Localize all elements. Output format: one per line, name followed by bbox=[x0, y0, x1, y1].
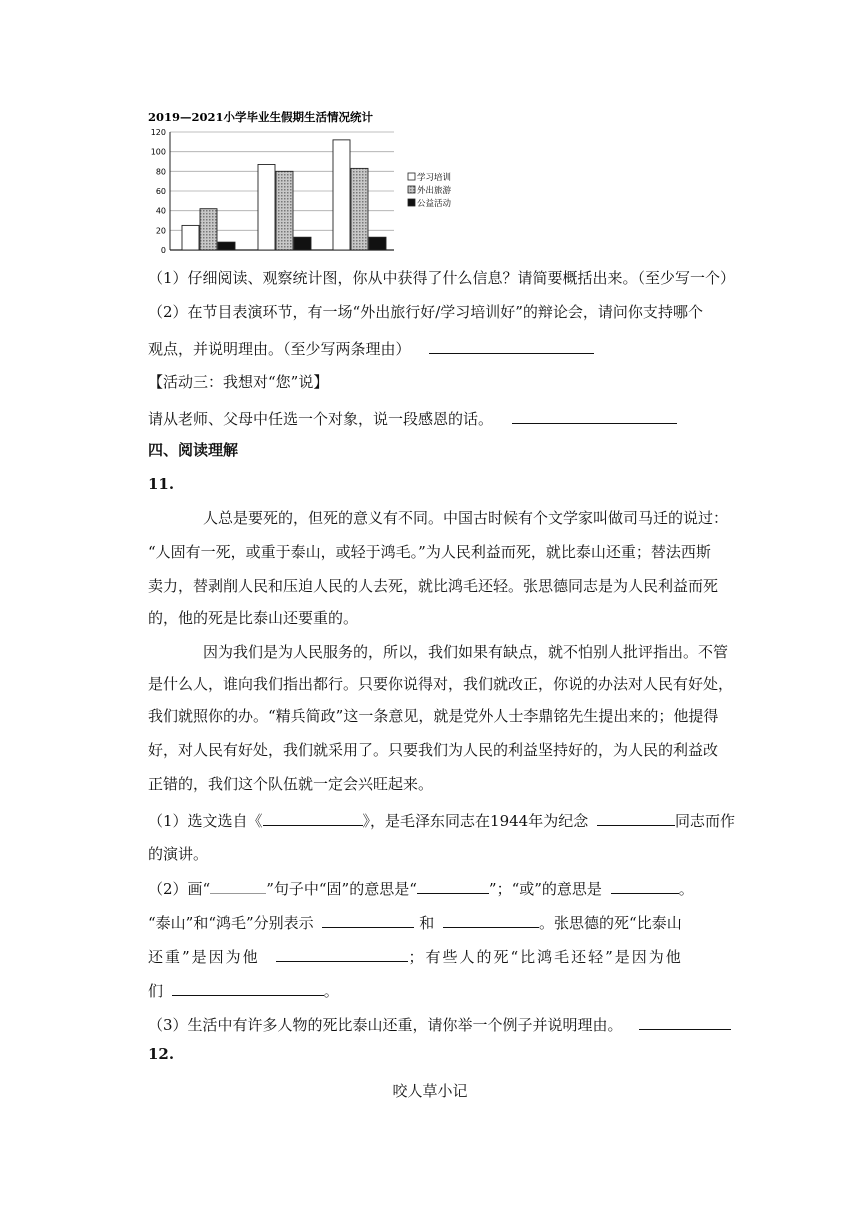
answer-blank[interactable] bbox=[429, 338, 594, 354]
answer-blank[interactable] bbox=[639, 1014, 731, 1030]
chart-y-tick-label: 20 bbox=[155, 226, 166, 236]
q11-text: 们 bbox=[148, 982, 164, 1000]
chart-bar bbox=[258, 164, 275, 250]
q11-text: 和 bbox=[419, 914, 435, 932]
passage-line: 因为我们是为人民服务的，所以，我们如果有缺点，就不怕别人批评指出。不管 bbox=[203, 643, 729, 661]
bar-chart bbox=[146, 108, 466, 258]
chart-legend bbox=[408, 172, 452, 209]
legend-label: 公益活动 bbox=[417, 199, 452, 209]
chart-y-tick-label: 100 bbox=[150, 147, 166, 157]
chart-bar bbox=[369, 237, 386, 250]
q11-text: （2）画“ bbox=[148, 880, 211, 898]
answer-blank[interactable] bbox=[172, 980, 324, 996]
passage-line: 我们就照你的办。“精兵简政”这一条意见，就是党外人士李鼎铭先生提出来的；他提得 bbox=[148, 707, 719, 725]
q12-title: 咬人草小记 bbox=[392, 1082, 468, 1100]
chart-bars bbox=[182, 140, 386, 250]
q11-text: 同志而作 bbox=[675, 812, 736, 830]
q11-text: （3）生活中有许多人物的死比泰山还重，请你举一个例子并说明理由。 bbox=[148, 1016, 623, 1034]
chart-bar bbox=[200, 209, 217, 250]
passage-line: 是什么人，谁向我们指出都行。只要你说得对，我们就改正，你说的办法对人民有好处， bbox=[148, 675, 734, 693]
q10-sub2-line2 bbox=[148, 338, 594, 359]
q11-sub3 bbox=[148, 1014, 731, 1035]
q11-text: ；有些人的死“比鸿毛还轻”是因为他 bbox=[408, 948, 683, 966]
legend-label: 外出旅游 bbox=[417, 186, 452, 196]
q11-text: 。 bbox=[678, 880, 694, 898]
q12-number: 12. bbox=[148, 1045, 175, 1063]
legend-label: 学习培训 bbox=[417, 173, 452, 183]
legend-swatch bbox=[408, 199, 415, 206]
passage-line: 好，对人民有好处，我们就采用了。只要我们为人民的利益坚持好的，为人民的利益改 bbox=[148, 741, 719, 759]
chart-y-tick-label: 0 bbox=[160, 246, 166, 255]
q11-sub2-line3 bbox=[148, 946, 683, 967]
chart-y-tick-label: 120 bbox=[150, 128, 166, 137]
q11-sub2-line4 bbox=[148, 980, 339, 1001]
passage-line: 人总是要死的，但死的意义有不同。中国古时候有个文学家叫做司马迁的说过： bbox=[203, 509, 729, 527]
answer-blank[interactable] bbox=[322, 912, 414, 928]
passage-line: “人固有一死，或重于泰山，或轻于鸿毛。”为人民利益而死，就比泰山还重；替法西斯 bbox=[148, 543, 711, 561]
answer-blank[interactable] bbox=[417, 878, 489, 894]
q11-text: （1）选文选自《 bbox=[148, 812, 263, 830]
passage-line: 卖力，替剥削人民和压迫人民的人去死，就比鸿毛还轻。张思德同志是为人民利益而死 bbox=[148, 577, 719, 595]
q11-number: 11. bbox=[148, 475, 175, 493]
answer-blank[interactable] bbox=[597, 810, 675, 826]
q11-text: ”句子中“固”的意思是“ bbox=[266, 880, 417, 898]
chart-y-tick-label: 40 bbox=[155, 206, 166, 216]
q11-text: 。张思德的死“比泰山 bbox=[539, 914, 682, 932]
activity3-text: 请从老师、父母中任选一个对象，说一段感恩的话。 bbox=[148, 410, 494, 428]
q11-text: ”；“或”的意思是 bbox=[488, 880, 602, 898]
q11-sub2-line1 bbox=[148, 878, 694, 899]
answer-blank[interactable] bbox=[443, 912, 539, 928]
answer-blank[interactable] bbox=[263, 810, 363, 826]
chart-bar bbox=[276, 171, 293, 250]
q11-text: 》，是毛泽东同志在1944年为纪念 bbox=[362, 812, 589, 830]
activity3-heading: 【活动三：我想对“您”说】 bbox=[148, 373, 329, 391]
chart-bar bbox=[218, 242, 235, 250]
answer-blank[interactable] bbox=[611, 878, 679, 894]
passage-line: 正错的，我们这个队伍就一定会兴旺起来。 bbox=[148, 775, 434, 793]
q10-sub2-line1: （2）在节目表演环节，有一场“外出旅行好/学习培训好”的辩论会，请问你支持哪个 bbox=[148, 303, 703, 321]
chart-bar bbox=[294, 237, 311, 250]
section-heading: 四、阅读理解 bbox=[148, 441, 239, 459]
legend-swatch bbox=[408, 186, 415, 193]
chart-y-ticks bbox=[151, 128, 166, 255]
chart-y-tick-label: 80 bbox=[155, 167, 166, 177]
answer-blank[interactable] bbox=[276, 946, 408, 962]
q11-text: “泰山”和“鸿毛”分别表示 bbox=[148, 914, 314, 932]
legend-swatch bbox=[408, 173, 415, 180]
q11-text: 还重”是因为他 bbox=[148, 948, 260, 966]
chart-bar bbox=[333, 140, 350, 250]
answer-blank[interactable] bbox=[512, 408, 677, 424]
chart-title: 2019—2021小学毕业生假期生活情况统计 bbox=[148, 110, 374, 124]
chart-y-tick-label: 60 bbox=[155, 187, 166, 196]
activity3-question bbox=[148, 408, 677, 429]
q10-sub1: （1）仔细阅读、观察统计图，你从中获得了什么信息？请简要概括出来。（至少写一个） bbox=[148, 269, 736, 287]
q11-sub2-line2 bbox=[148, 912, 682, 933]
q11-sub1-line2: 的演讲。 bbox=[148, 845, 209, 863]
passage-line: 的，他的死是比泰山还要重的。 bbox=[148, 609, 359, 627]
q10-sub2-text: 观点，并说明理由。（至少写两条理由） bbox=[148, 340, 411, 358]
answer-blank[interactable] bbox=[210, 878, 266, 894]
chart-bar bbox=[182, 225, 199, 250]
q11-sub1-line1 bbox=[148, 810, 735, 831]
q11-text: 。 bbox=[323, 982, 339, 1000]
chart-bar bbox=[351, 168, 368, 250]
